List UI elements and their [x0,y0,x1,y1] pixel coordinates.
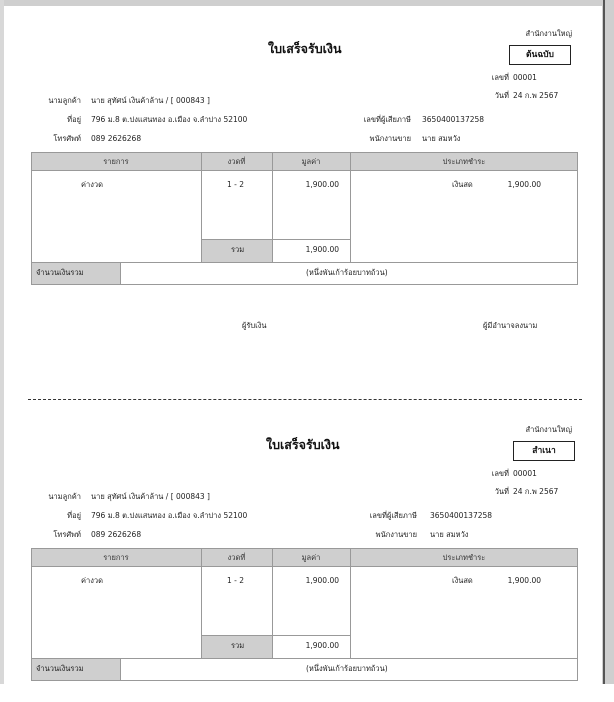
amount-in-words: (หนึ่งพันเก้าร้อยบาทถ้วน) [306,268,388,277]
total-label: รวม [231,245,245,254]
phone-label: โทรศัพท์ [53,134,81,143]
address-value: 796 ม.8 ต.ปงแสนทอง อ.เมือง จ.ลำปาง 52100 [91,511,248,520]
amount-in-words: (หนึ่งพันเก้าร้อยบาทถ้วน) [306,664,388,673]
customer-name: นาย สุทัศน์ เงินค้าล้าน / [ 000843 ] [91,492,210,501]
salesperson-label: พนักงานขาย [369,134,411,143]
col-header-payment-type: ประเภทชำระ [442,157,486,166]
address-value: 796 ม.8 ต.ปงแสนทอง อ.เมือง จ.ลำปาง 52100 [91,115,248,124]
salesperson-value: นาย สมหวัง [430,530,469,539]
phone-value: 089 2626268 [91,530,142,539]
copy-type-badge: สำเนา [513,441,575,461]
col-divider [350,548,351,659]
table-body [31,170,578,263]
col-divider [120,262,121,285]
item-period: 1 - 2 [227,576,245,585]
item-description: ค่างวด [81,180,103,189]
customer-label: นามลูกค้า [48,96,81,105]
doc-no-label: เลขที่ [491,73,509,82]
total-divider [202,635,350,636]
phone-label: โทรศัพท์ [53,530,81,539]
col-header-item: รายการ [103,157,129,166]
date-value: 24 ก.พ 2567 [513,487,559,496]
doc-no: 00001 [513,469,537,478]
print-preview-page [4,6,602,684]
branch-label: สำนักงานใหญ่ [525,29,572,38]
table-body [31,566,578,659]
col-divider [350,152,351,263]
col-header-payment-type: ประเภทชำระ [442,553,486,562]
col-header-period: งวดที่ [227,553,246,562]
payment-amount: 1,900.00 [507,576,541,585]
salesperson-value: นาย สมหวัง [422,134,461,143]
date-label: วันที่ [494,487,509,496]
receiver-signature-label: ผู้รับเงิน [242,321,267,330]
col-header-period: งวดที่ [227,157,246,166]
receipt-copy [4,402,602,702]
item-description: ค่างวด [81,576,103,585]
phone-value: 089 2626268 [91,134,142,143]
doc-no-label: เลขที่ [491,469,509,478]
total-amount: 1,900.00 [305,641,339,650]
total-divider [202,239,350,240]
doc-no: 00001 [513,73,537,82]
words-label: จำนวนเงินรวม [36,268,84,277]
taxid-value: 3650400137258 [422,115,485,124]
payment-type: เงินสด [452,576,473,585]
cut-line [28,399,582,400]
words-label: จำนวนเงินรวม [36,664,84,673]
authorized-signature-label: ผู้มีอำนาจลงนาม [483,321,538,330]
items-table [31,152,578,285]
salesperson-label: พนักงานขาย [375,530,417,539]
total-amount: 1,900.00 [305,245,339,254]
payment-type: เงินสด [452,180,473,189]
payment-amount: 1,900.00 [507,180,541,189]
copy-type-badge: ต้นฉบับ [509,45,571,65]
receipt-original [4,6,602,330]
col-header-amount: มูลค่า [301,157,321,166]
address-label: ที่อยู่ [67,115,81,124]
col-divider [272,548,273,659]
customer-name: นาย สุทัศน์ เงินค้าล้าน / [ 000843 ] [91,96,210,105]
col-divider [120,658,121,681]
item-amount: 1,900.00 [305,180,339,189]
receipt-title: ใบเสร็จรับเงิน [266,437,340,452]
taxid-label: เลขที่ผู้เสียภาษี [363,115,411,124]
branch-label: สำนักงานใหญ่ [525,425,572,434]
taxid-label: เลขที่ผู้เสียภาษี [369,511,417,520]
items-table [31,548,578,681]
item-amount: 1,900.00 [305,576,339,585]
col-divider [272,152,273,263]
address-label: ที่อยู่ [67,511,81,520]
item-period: 1 - 2 [227,180,245,189]
col-header-amount: มูลค่า [301,553,321,562]
receipt-title: ใบเสร็จรับเงิน [268,41,342,56]
window-edge-right [603,0,605,684]
customer-label: นามลูกค้า [48,492,81,501]
total-label: รวม [231,641,245,650]
date-label: วันที่ [494,91,509,100]
taxid-value: 3650400137258 [430,511,493,520]
col-header-item: รายการ [103,553,129,562]
date-value: 24 ก.พ 2567 [513,91,559,100]
